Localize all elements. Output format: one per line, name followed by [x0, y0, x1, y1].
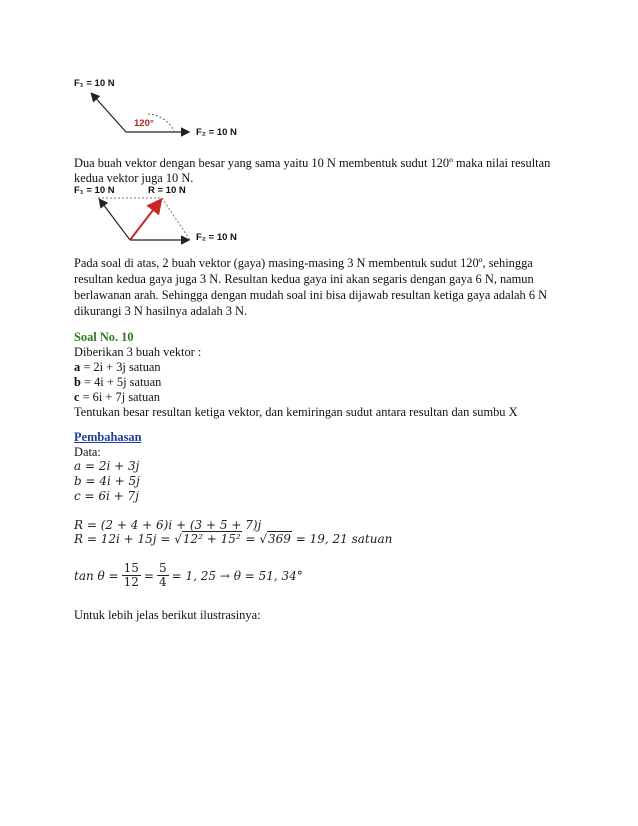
- equation-r-magnitude: R = 12i + 15j = √12² + 15² = √369 = 19, 21 satuan: [74, 532, 393, 546]
- fraction-15-12: [122, 562, 141, 589]
- eq-r2-sqrt1: 12² + 15²: [182, 532, 241, 546]
- vector-f1-arrow: [92, 94, 126, 132]
- vector-a-label: a: [74, 360, 81, 374]
- fraction-5-4: [157, 562, 169, 589]
- frac-den: 4: [158, 575, 167, 589]
- equation-b: b = 4i + 5j: [74, 474, 140, 488]
- figure2-f2-label: F₂ = 10 N: [196, 232, 237, 243]
- pembahasan-title[interactable]: Pembahasan: [74, 430, 142, 444]
- tan-right: = 1, 25 → θ = 51, 34°: [171, 568, 303, 583]
- tan-eq: =: [143, 568, 154, 583]
- paragraph-line: Dua buah vektor dengan besar yang sama yaitu 10 N membentuk sudut 120º maka nilai resultan: [74, 156, 551, 170]
- vector-b-label: b: [74, 375, 81, 389]
- equation-a: a = 2i + 3j: [74, 459, 140, 473]
- eq-r2-left: R = 12i + 15j =: [74, 532, 175, 546]
- vector-a-line: [74, 360, 161, 375]
- frac-num: 15: [123, 561, 139, 575]
- frac-den: 12: [123, 575, 139, 589]
- vector-f1-arrow: [100, 200, 130, 240]
- eq-r2-sqrt2: 369: [268, 532, 291, 546]
- paragraph-line: Pada soal di atas, 2 buah vektor (gaya) masing-masing 3 N membentuk sudut 120º, sehingga: [74, 256, 533, 270]
- vector-c-label: c: [74, 390, 80, 404]
- paragraph-line: dikurangi 3 N hasilnya adalah 3 N.: [74, 304, 248, 318]
- tan-left: tan θ =: [74, 568, 119, 583]
- vector-b-line: [74, 375, 161, 390]
- closing-text: Untuk lebih jelas berikut ilustrasinya:: [74, 608, 261, 622]
- soal-question: Tentukan besar resultan ketiga vektor, dan kemiringan sudut antara resultan dan sumbu X: [74, 405, 518, 419]
- vector-c-line: [74, 390, 160, 405]
- figure1-f2-label: F₂ = 10 N: [196, 127, 237, 138]
- figure1-angle-label: 120°: [134, 118, 154, 129]
- equation-c: c = 6i + 7j: [74, 489, 139, 503]
- dashed-guide: [162, 198, 190, 240]
- eq-r2-right: = 19, 21 satuan: [291, 532, 393, 546]
- paragraph-line: kedua vektor juga 10 N.: [74, 171, 194, 185]
- frac-num: 5: [158, 561, 167, 575]
- equation-tan: [74, 562, 303, 589]
- figure1-f1-label: F₁ = 10 N: [74, 78, 115, 89]
- vector-r-arrow: [130, 201, 160, 240]
- figure2-f1-label: F₁ = 10 N: [74, 185, 115, 196]
- equation-r-sum: R = (2 + 4 + 6)i + (3 + 5 + 7)j: [74, 518, 262, 532]
- soal-intro: Diberikan 3 buah vektor :: [74, 345, 202, 359]
- vector-b-value: = 4i + 5j satuan: [80, 375, 162, 389]
- vector-a-value: = 2i + 3j satuan: [80, 360, 161, 374]
- vector-c-value: = 6i + 7j satuan: [79, 390, 160, 404]
- figure2-r-label: R = 10 N: [148, 185, 186, 196]
- data-label: Data:: [74, 445, 101, 459]
- eq-r2-mid: =: [241, 532, 260, 546]
- paragraph-line: resultan kedua gaya juga 3 N. Resultan kedua gaya ini akan segaris dengan gaya 6 N, namun: [74, 272, 534, 286]
- paragraph-line: berlawanan arah. Sehingga dengan mudah soal ini bisa dijawab resultan ketiga gaya adalah 6 N: [74, 288, 548, 302]
- soal-title: Soal No. 10: [74, 330, 134, 344]
